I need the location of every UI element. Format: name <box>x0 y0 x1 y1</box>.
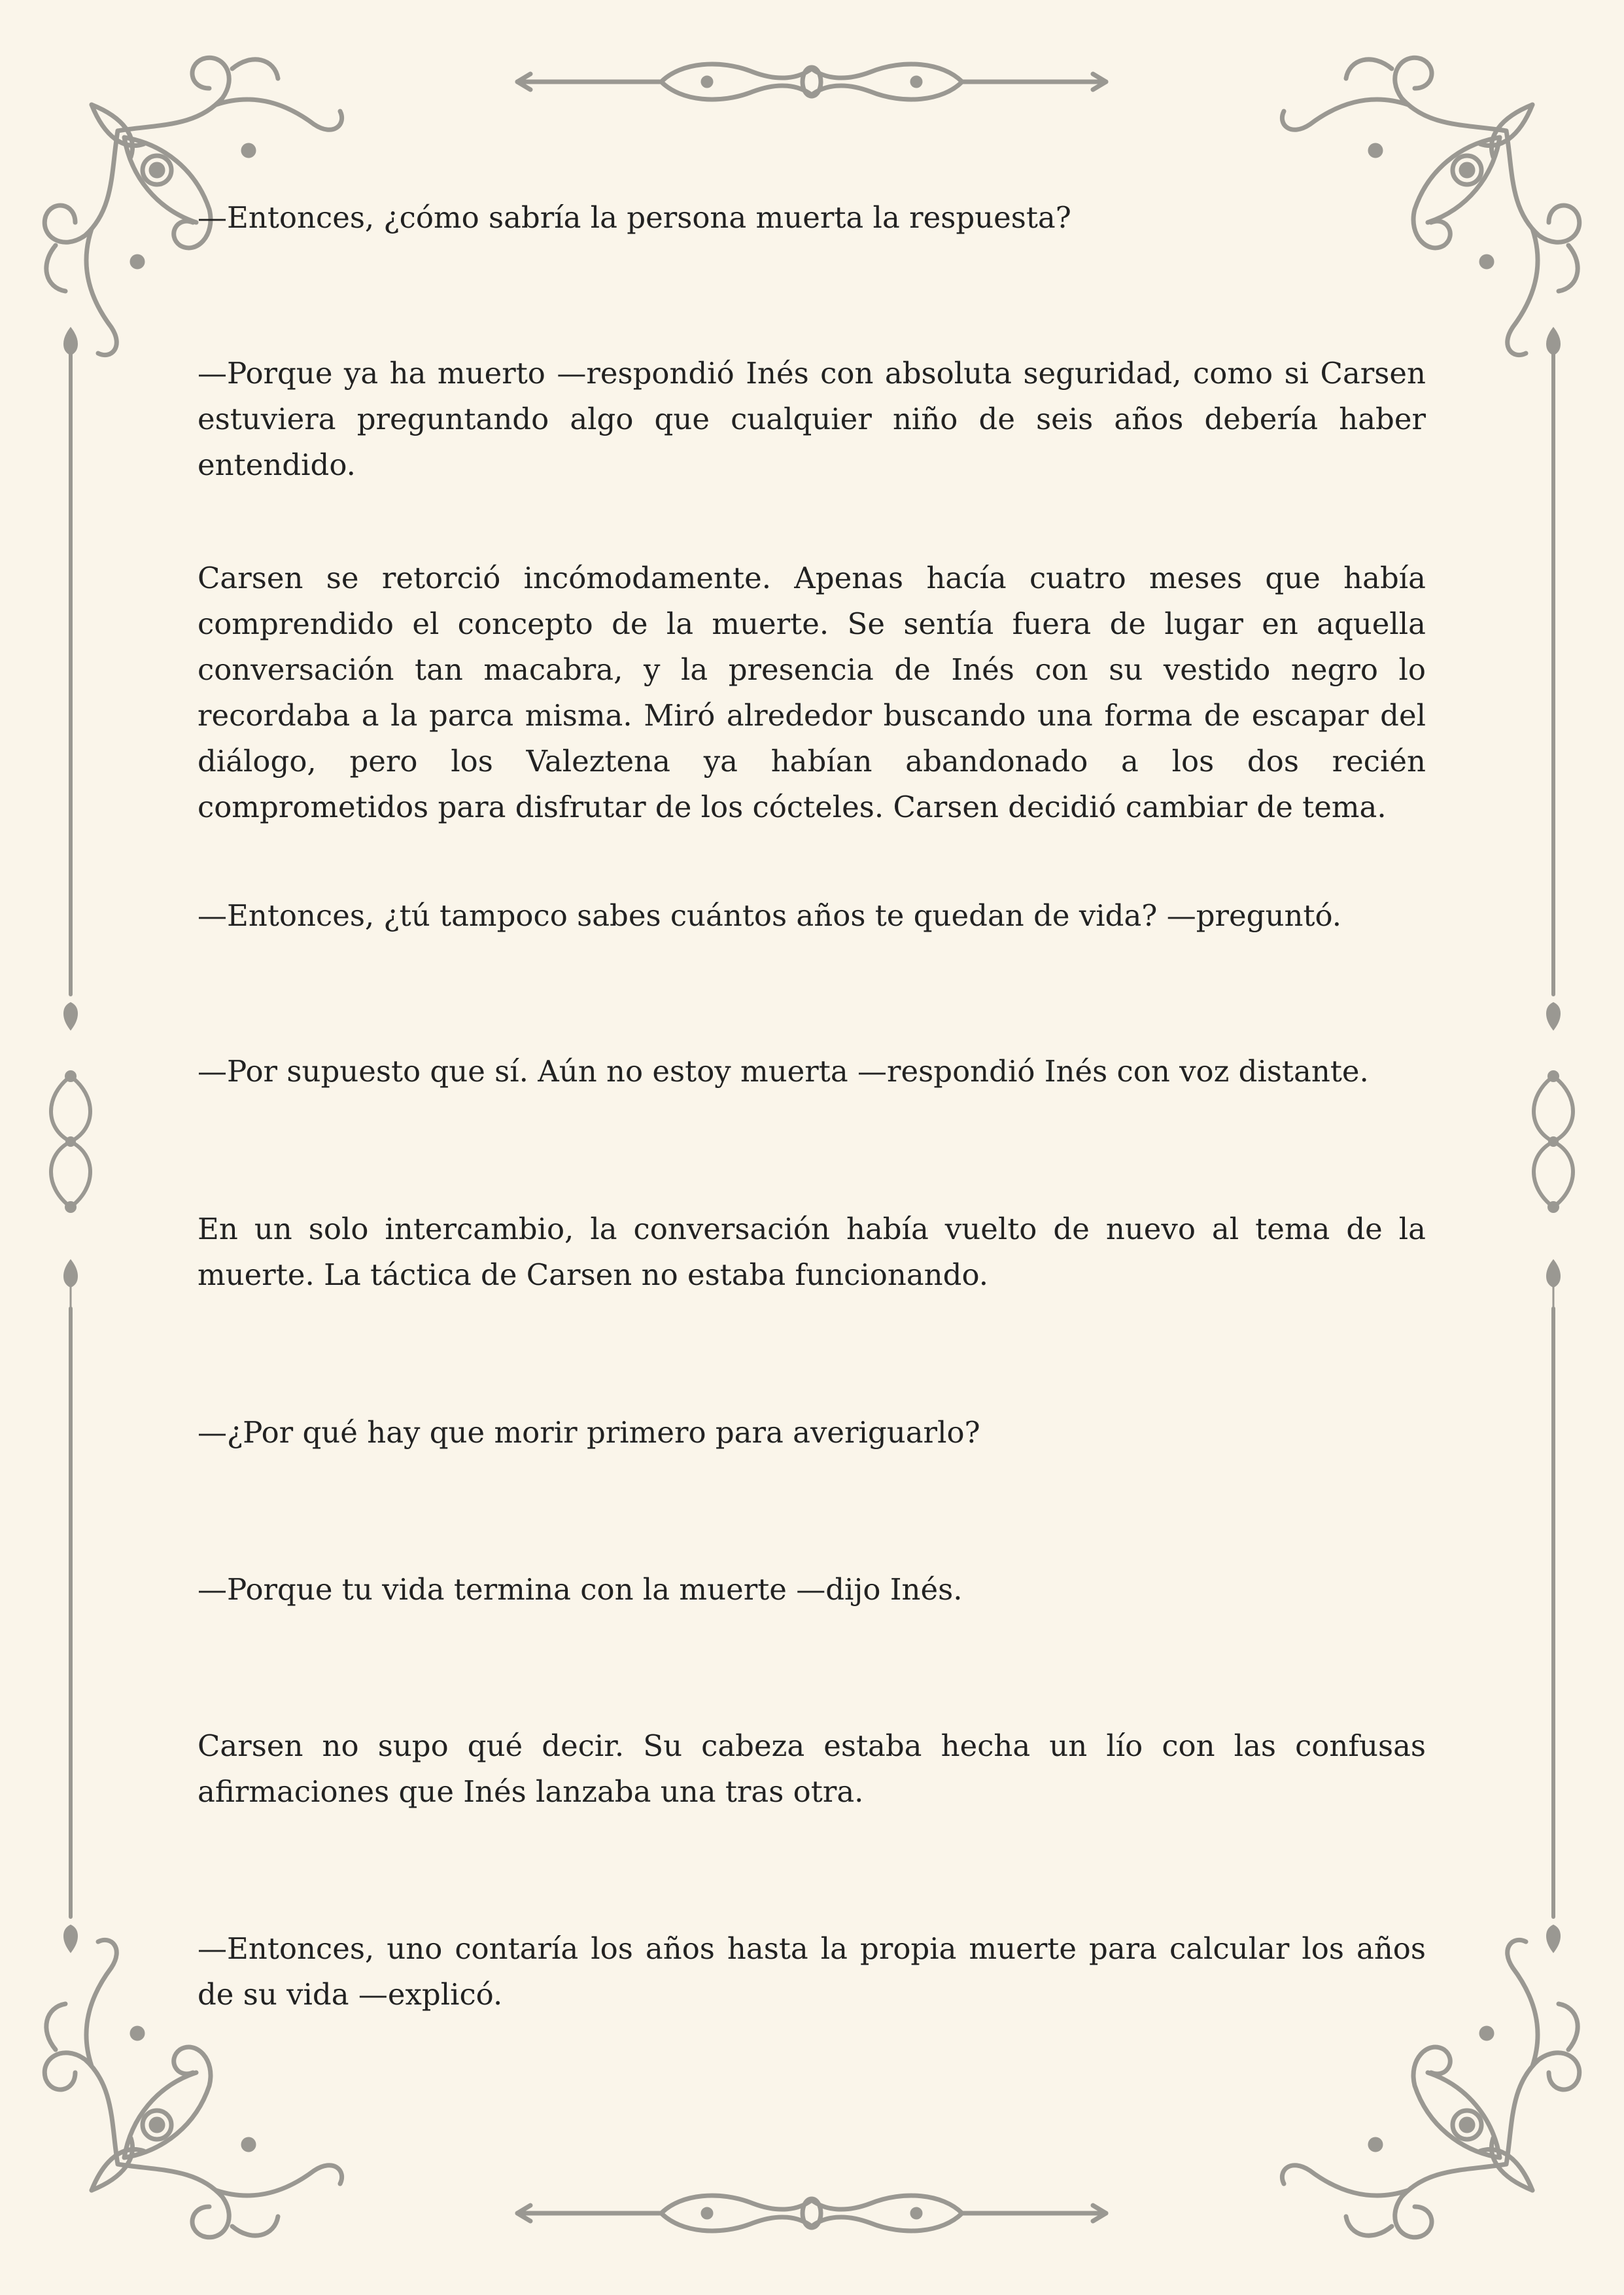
page-text <box>198 0 1426 2295</box>
paragraph-4: —Entonces, ¿tú tampoco sabes cuántos años te quedan de vida? —preguntó. <box>198 898 1342 933</box>
paragraph-6: En un solo intercambio, la conversación había vuelto de nuevo al tema de la muerte. La táctica de Carsen no estaba funcionando. <box>198 1212 1426 1292</box>
paragraph-3: Carsen se retorció incómodamente. Apenas hacía cuatro meses que había comprendido el concepto de la muerte. Se sentía fuera de lugar en aquella conversación tan macabra, y la presencia de Inés con su vestido negro lo recordaba a la parca misma. Miró alrededor buscando una forma de escapar del diálogo, pero los Valeztena ya habían abandonado a los dos recién comprometidos para disfrutar de los cócteles. Carsen decidió cambiar de tema. <box>198 561 1426 824</box>
paragraph-7: —¿Por qué hay que morir primero para averiguarlo? <box>198 1415 980 1450</box>
paragraph-9: Carsen no supo qué decir. Su cabeza estaba hecha un lío con las confusas afirmaciones que Inés lanzaba una tras otra. <box>198 1728 1426 1809</box>
paragraph-10: —Entonces, uno contaría los años hasta la propia muerte para calcular los años de su vida —explicó. <box>198 1931 1426 2012</box>
paragraph-5: —Por supuesto que sí. Aún no estoy muerta —respondió Inés con voz distante. <box>198 1054 1369 1089</box>
paragraph-8: —Porque tu vida termina con la muerte —dijo Inés. <box>198 1572 963 1607</box>
paragraph-1: —Entonces, ¿cómo sabría la persona muerta la respuesta? <box>198 200 1071 235</box>
paragraph-2: —Porque ya ha muerto —respondió Inés con absoluta seguridad, como si Carsen estuviera preguntando algo que cualquier niño de seis años debería haber entendido. <box>198 356 1426 482</box>
